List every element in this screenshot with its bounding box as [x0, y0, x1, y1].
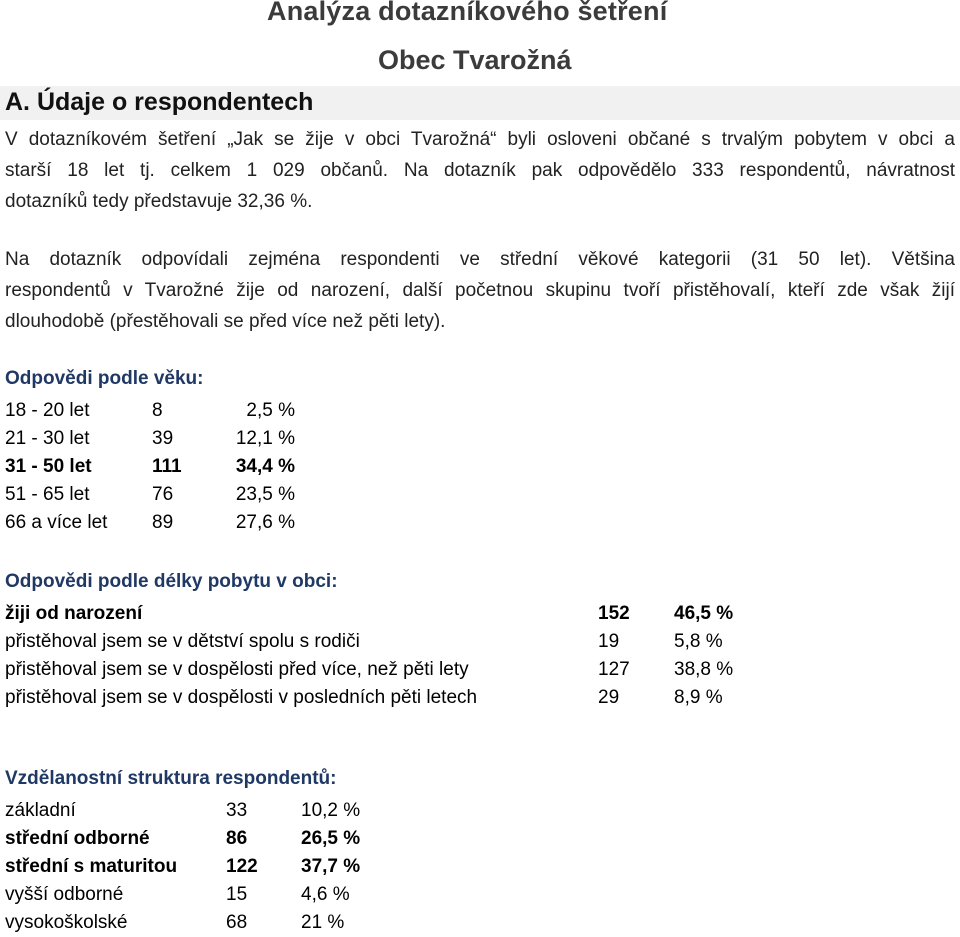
education-row — [5, 909, 381, 937]
education-row — [5, 881, 381, 909]
age-row — [5, 425, 295, 453]
row-count: 68 — [226, 912, 248, 933]
age-heading: Odpovědi podle věku: — [5, 368, 204, 389]
row-percent: 2,5 % — [246, 400, 295, 421]
age-row — [5, 509, 295, 537]
education-table — [5, 797, 381, 937]
row-label: 51 - 65 let — [5, 484, 90, 505]
intro-line: starší 18 let tj. celkem 1 029 občanů. Na dotazník pak odpovědělo 333 respondentů, návratnost — [5, 160, 955, 181]
row-count: 39 — [152, 428, 174, 449]
row-percent: 34,4 % — [235, 456, 295, 477]
stay-heading: Odpovědi podle délky pobytu v obci: — [5, 571, 338, 592]
row-label: 21 - 30 let — [5, 428, 90, 449]
row-percent: 46,5 % — [674, 603, 734, 624]
row-label: 31 - 50 let — [5, 456, 92, 477]
row-count: 152 — [598, 603, 630, 624]
intro-line: dotazníků tedy představuje 32,36 %. — [5, 191, 313, 212]
row-percent: 23,5 % — [235, 484, 295, 505]
document-title: Analýza dotazníkového šetření — [267, 0, 668, 26]
row-count: 15 — [226, 884, 248, 905]
row-count: 19 — [598, 631, 620, 652]
document-subtitle: Obec Tvarožná — [378, 45, 572, 75]
row-percent: 21 % — [301, 912, 345, 933]
row-percent: 37,7 % — [301, 856, 361, 877]
row-count: 111 — [152, 456, 182, 477]
row-percent: 5,8 % — [674, 631, 723, 652]
row-percent: 38,8 % — [674, 659, 734, 680]
row-label: 66 a více let — [5, 512, 108, 533]
row-label: přistěhoval jsem se v dětství spolu s rodiči — [5, 631, 360, 652]
row-label: vyšší odborné — [5, 884, 124, 905]
age-table — [5, 397, 295, 537]
intro-line: V dotazníkovém šetření „Jak se žije v obci Tvarožná“ byli osloveni občané s trvalým pobytem v obci a — [5, 129, 955, 150]
education-row — [5, 797, 381, 825]
row-percent: 27,6 % — [235, 512, 295, 533]
row-count: 89 — [152, 512, 174, 533]
age-row — [5, 481, 295, 509]
row-label: 18 - 20 let — [5, 400, 90, 421]
summary-paragraph — [5, 244, 955, 337]
row-count: 33 — [226, 800, 248, 821]
row-percent: 8,9 % — [674, 687, 723, 708]
stay-row — [5, 684, 754, 712]
row-count: 86 — [226, 828, 248, 849]
summary-line: respondentů v Tvarožné žije od narození, další početnou skupinu tvoří přistěhovalí, kteří zde však žijí — [5, 280, 955, 301]
section-a-heading-band — [0, 86, 960, 120]
row-label: přistěhoval jsem se v dospělosti před více, než pěti lety — [5, 659, 469, 680]
section-a-heading: A. Údaje o respondentech — [5, 88, 314, 116]
row-label: vysokoškolské — [5, 912, 128, 933]
row-count: 127 — [598, 659, 630, 680]
row-percent: 4,6 % — [301, 884, 350, 905]
education-row — [5, 853, 381, 881]
education-heading: Vzdělanostní struktura respondentů: — [5, 768, 337, 789]
row-percent: 10,2 % — [301, 800, 361, 821]
row-percent: 12,1 % — [235, 428, 295, 449]
row-count: 76 — [152, 484, 174, 505]
intro-paragraph — [5, 124, 955, 217]
row-label: základní — [5, 800, 76, 821]
row-label: žiji od narození — [5, 603, 143, 624]
row-label: přistěhoval jsem se v dospělosti v posledních pěti letech — [5, 687, 478, 708]
summary-line: Na dotazník odpovídali zejména respondenti ve střední věkové kategorii (31 50 let). Většina — [5, 249, 955, 270]
row-count: 29 — [598, 687, 620, 708]
stay-row — [5, 628, 754, 656]
row-percent: 26,5 % — [301, 828, 361, 849]
row-count: 122 — [226, 856, 258, 877]
education-row — [5, 825, 381, 853]
age-row — [5, 453, 295, 481]
age-row — [5, 397, 295, 425]
summary-line: dlouhodobě (přestěhovali se před více než pěti lety). — [5, 311, 446, 332]
stay-row — [5, 600, 754, 628]
row-label: střední s maturitou — [5, 856, 178, 877]
row-count: 8 — [152, 400, 163, 421]
row-label: střední odborné — [5, 828, 150, 849]
stay-row — [5, 656, 754, 684]
stay-table — [5, 600, 754, 712]
